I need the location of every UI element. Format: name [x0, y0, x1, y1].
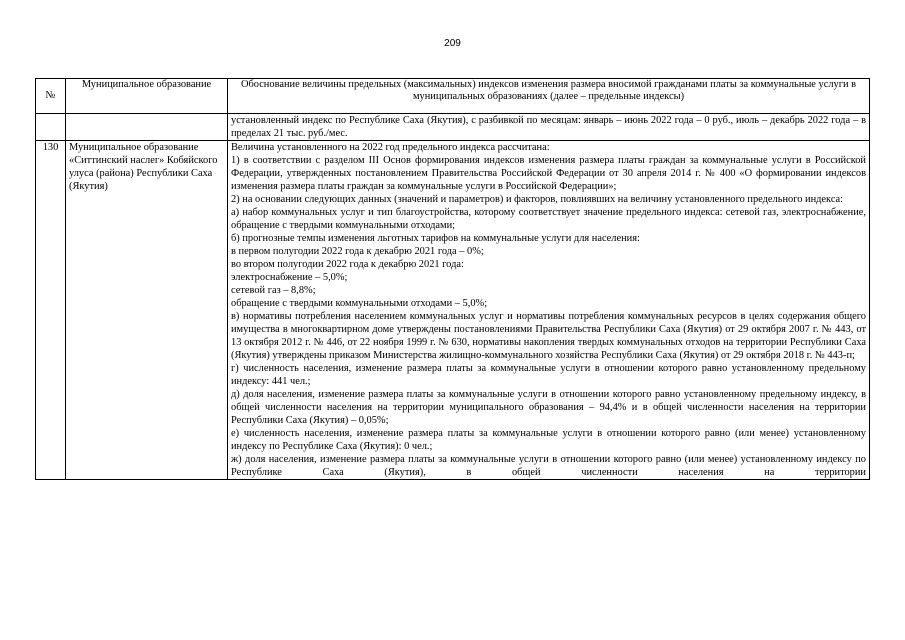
indices-table [35, 78, 870, 480]
paragraph: б) прогнозные темпы изменения льготных тарифов на коммунальные услуги для населения: [231, 233, 640, 244]
paragraph: а) набор коммунальных услуг и тип благоустройства, которому соответствует значение предельного индекса: сетевой газ, электроснабжение, обращение с твердыми коммунальными отходами; [231, 207, 866, 231]
table-header-row [36, 79, 870, 114]
justification-cell [228, 141, 870, 480]
paragraph: е) численность населения, изменение размера платы за коммунальные услуги в отношении которого равно (или менее) установленному индексу по Республике Саха (Якутия): 0 чел.; [231, 428, 866, 452]
paragraph: 1) в соответствии с разделом III Основ формирования индексов изменения размера платы граждан за коммунальные услуги в Российской Федерации, утвержденных постановлением Правительства Российской Федерации от 30 апреля 2014 г. № 400 «О формировании индексов изменения размера платы граждан за коммунальные услуги в Российской Федерации»; [231, 155, 866, 192]
municipality-name: Муниципальное образование «Ситтинский наслег» Кобяйского улуса (района) Республики Саха (Якутия) [66, 141, 228, 480]
continuation-municipality-cell [66, 114, 228, 141]
paragraph: сетевой газ – 8,8%; [231, 285, 316, 296]
paragraph: электроснабжение – 5,0%; [231, 272, 348, 283]
header-justification: Обоснование величины предельных (максимальных) индексов изменения размера вносимой гражданами платы за коммунальные услуги в муниципальных образованиях (далее – предельные индексы) [228, 79, 870, 114]
continuation-row [36, 114, 870, 141]
header-number: № [36, 79, 66, 114]
paragraph: г) численность населения, изменение размера платы за коммунальные услуги в отношении которого равно установленному предельному индексу: 441 чел.; [231, 363, 866, 387]
continuation-number-cell [36, 114, 66, 141]
paragraph: в первом полугодии 2022 года к декабрю 2021 года – 0%; [231, 246, 484, 257]
paragraph: 2) на основании следующих данных (значений и параметров) и факторов, повлиявших на величину установленного предельного индекса: [231, 194, 844, 205]
paragraph: Величина установленного на 2022 год предельного индекса рассчитана: [231, 142, 550, 153]
paragraph: д) доля населения, изменение размера платы за коммунальные услуги в отношении которого равно установленному предельному индексу, в общей численности населения на территории муниципального образования – 94,4% и в общей численности населения на территории Республики Саха (Якутия) – 0,05%; [231, 389, 866, 426]
paragraph: ж) доля населения, изменение размера платы за коммунальные услуги в отношении которого равно (или менее) установленному индексу по Республике Саха (Якутия), в общей численности населения на территории [231, 454, 866, 478]
paragraph: во втором полугодии 2022 года к декабрю 2021 года: [231, 259, 464, 270]
page-number: 209 [444, 38, 461, 49]
continuation-text: установленный индекс по Республике Саха (Якутия), с разбивкой по месяцам: январь – июнь 2022 года – 0 руб., июль – декабрь 2022 года – в пределах 21 тыс. руб./мес. [228, 114, 870, 141]
row-number: 130 [36, 141, 66, 480]
table-row [36, 141, 870, 480]
paragraph: обращение с твердыми коммунальными отходами – 5,0%; [231, 298, 488, 309]
header-municipality: Муниципальное образование [66, 79, 228, 114]
paragraph: в) нормативы потребления населением коммунальных услуг и нормативы потребления коммунальных ресурсов в целях содержания общего имущества в многоквартирном доме утверждены постановлениями Правительства Республики Саха (Якутия) от 29 октября 2007 г. № 443, от 13 октября 2012 г. № 446, от 22 ноября 1999 г. № 630, нормативы накопления твердых коммунальных отходов на территории Республики Саха (Якутия) утверждены приказом Министерства жилищно-коммунального хозяйства Республики Саха (Якутия) от 29 октября 2018 г. № 443-п; [231, 311, 866, 361]
